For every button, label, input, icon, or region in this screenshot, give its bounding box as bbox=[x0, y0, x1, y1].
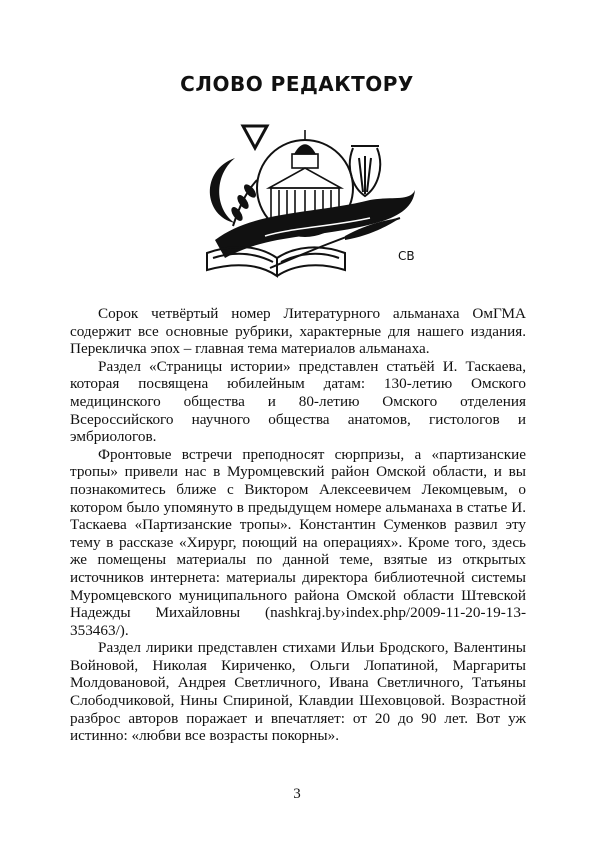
paragraph: Раздел «Страницы истории» представлен статьёй И. Таскаева, которая посвящена юбилейным датам: 130-летию Омского медицинского общества и 80-летию Омского отделения Всероссийского научного общества анатомов, гистологов и эмбриологов. bbox=[70, 357, 526, 446]
page-title: СЛОВО РЕДАКТОРУ bbox=[180, 72, 414, 96]
paragraph: Фронтовые встречи преподносят сюрпризы, а «партизанские тропы» привели нас в Муромцевский район Омской области, и вы познакомитесь ближе с Виктором Алексеевичем Лекомцевым, о котором было упомянуто в предыдущем номере альманаха в статье И. Таскаева «Партизанские тропы». Константин Суменков развил эту тему в рассказе «Хирург, поющий на операциях». Кроме того, здесь же помещены материалы по данной теме, взятые из открытых источников интернета: материалы директора библиотечной системы Муромцевского муниципального района Омской области Штевской Надежды Михайловны (nashkraj.by›index.php/2009-11-20-19-13-353463/). bbox=[70, 445, 526, 639]
body-text bbox=[70, 305, 526, 745]
paragraph: Раздел лирики представлен стихами Ильи Бродского, Валентины Войновой, Николая Кириченко, Ольги Лопатиной, Маргариты Молдовановой, Андрея Светличного, Ивана Светличного, Татьяны Слободчиковой, Нины Спириной, Клавдии Шеховцовой. Возрастной разброс авторов поражает и впечатляет: от 20 до 90 лет. Вот уж истинно: «любви все возрасты покорны». bbox=[70, 639, 526, 745]
paragraph: Сорок четвёртый номер Литературного альманаха ОмГМА содержит все основные рубрики, характерные для нашего издания. Перекличка эпох – главная тема материалов альманаха. bbox=[70, 305, 526, 358]
almanac-emblem-icon bbox=[195, 118, 420, 278]
page-number: 3 bbox=[293, 786, 301, 802]
monogram: СВ bbox=[398, 249, 415, 263]
